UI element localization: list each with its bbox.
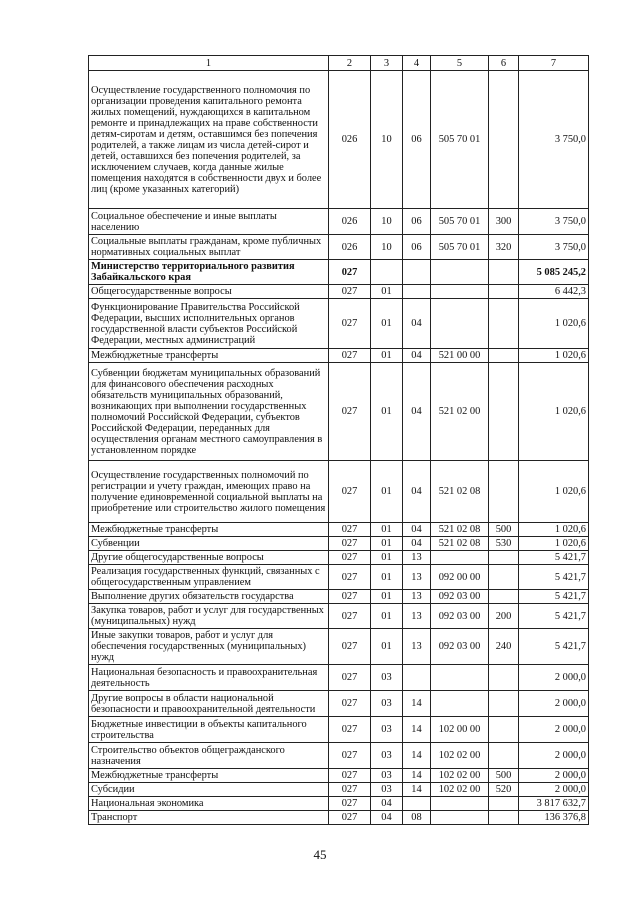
code-cell: 027 <box>329 590 371 604</box>
expense-type-cell <box>489 299 519 349</box>
row-name-cell: Строительство объектов общегражданского назначения <box>89 743 329 769</box>
code-cell: 027 <box>329 717 371 743</box>
target-article-cell: 102 02 00 <box>431 783 489 797</box>
amount-cell: 3 750,0 <box>519 235 589 260</box>
subsection-cell <box>403 797 431 811</box>
target-article-cell: 102 02 00 <box>431 743 489 769</box>
target-article-cell <box>431 811 489 825</box>
row-name-cell: Национальная экономика <box>89 797 329 811</box>
table-row <box>89 260 589 285</box>
section-cell <box>371 260 403 285</box>
row-name-cell: Осуществление государственных полномочий по регистрации и учету граждан, имеющих право на получение единовременной социальной выплаты на приобретение или строительство жилого помещения <box>89 461 329 523</box>
amount-cell: 5 421,7 <box>519 590 589 604</box>
amount-cell: 5 421,7 <box>519 551 589 565</box>
section-cell: 03 <box>371 665 403 691</box>
expense-type-cell: 240 <box>489 629 519 665</box>
target-article-cell: 092 03 00 <box>431 629 489 665</box>
target-article-cell: 521 02 08 <box>431 537 489 551</box>
table-row <box>89 537 589 551</box>
section-cell: 01 <box>371 349 403 363</box>
subsection-cell: 14 <box>403 769 431 783</box>
header-row <box>89 56 589 71</box>
expense-type-cell: 200 <box>489 604 519 629</box>
table-row <box>89 691 589 717</box>
table-row <box>89 743 589 769</box>
expense-type-cell <box>489 691 519 717</box>
header-cell: 4 <box>403 56 431 71</box>
row-name-cell: Бюджетные инвестиции в объекты капитального строительства <box>89 717 329 743</box>
row-name-cell: Субвенции бюджетам муниципальных образований для финансового обеспечения расходных обязательств муниципальных образований, возникающих при выполнении государственных полномочий Российской Федерации, субъектов Российской Федерации, переданных для осуществления органам местного самоуправления в установленном порядке <box>89 363 329 461</box>
code-cell: 027 <box>329 811 371 825</box>
expense-type-cell <box>489 363 519 461</box>
expense-type-cell: 320 <box>489 235 519 260</box>
section-cell: 03 <box>371 743 403 769</box>
expense-type-cell <box>489 349 519 363</box>
code-cell: 027 <box>329 349 371 363</box>
code-cell: 027 <box>329 285 371 299</box>
expense-type-cell <box>489 811 519 825</box>
amount-cell: 1 020,6 <box>519 363 589 461</box>
page-number: 45 <box>313 847 327 862</box>
subsection-cell: 06 <box>403 209 431 235</box>
subsection-cell: 13 <box>403 590 431 604</box>
table-row <box>89 590 589 604</box>
subsection-cell: 13 <box>403 565 431 590</box>
table-row <box>89 565 589 590</box>
subsection-cell <box>403 260 431 285</box>
header-cell: 6 <box>489 56 519 71</box>
row-name-cell: Национальная безопасность и правоохранительная деятельность <box>89 665 329 691</box>
expense-type-cell <box>489 285 519 299</box>
row-name-cell: Другие вопросы в области национальной безопасности и правоохранительной деятельности <box>89 691 329 717</box>
subsection-cell: 04 <box>403 537 431 551</box>
code-cell: 027 <box>329 691 371 717</box>
code-cell: 026 <box>329 71 371 209</box>
target-article-cell <box>431 260 489 285</box>
amount-cell: 5 421,7 <box>519 565 589 590</box>
section-cell: 01 <box>371 461 403 523</box>
amount-cell: 6 442,3 <box>519 285 589 299</box>
table-row <box>89 523 589 537</box>
expense-type-cell <box>489 717 519 743</box>
code-cell: 027 <box>329 363 371 461</box>
section-cell: 10 <box>371 235 403 260</box>
amount-cell: 3 817 632,7 <box>519 797 589 811</box>
section-cell: 01 <box>371 299 403 349</box>
target-article-cell <box>431 691 489 717</box>
row-name-cell: Общегосударственные вопросы <box>89 285 329 299</box>
amount-cell: 136 376,8 <box>519 811 589 825</box>
row-name-cell: Другие общегосударственные вопросы <box>89 551 329 565</box>
expense-type-cell: 520 <box>489 783 519 797</box>
table-row <box>89 665 589 691</box>
expense-type-cell: 500 <box>489 523 519 537</box>
target-article-cell <box>431 285 489 299</box>
table-row <box>89 811 589 825</box>
row-name-cell: Реализация государственных функций, связанных с общегосударственным управлением <box>89 565 329 590</box>
section-cell: 10 <box>371 71 403 209</box>
section-cell: 01 <box>371 537 403 551</box>
row-name-cell: Осуществление государственного полномочия по организации проведения капитального ремонта жилых помещений, нуждающихся в капитальном ремонте и принадлежащих на праве собственности детям-сиротам и детям, оставшимся без попечения родителей, а также лицам из числа детей-сирот и детей, оставшихся без попечения родителей, за исключением случаев, когда данные жилые помещения находятся в собственности двух и более лиц (кроме указанных категорий) <box>89 71 329 209</box>
subsection-cell <box>403 665 431 691</box>
section-cell: 01 <box>371 363 403 461</box>
target-article-cell: 102 00 00 <box>431 717 489 743</box>
table-row <box>89 461 589 523</box>
section-cell: 03 <box>371 783 403 797</box>
subsection-cell <box>403 285 431 299</box>
expense-type-cell <box>489 590 519 604</box>
header-cell: 3 <box>371 56 403 71</box>
expense-type-cell <box>489 565 519 590</box>
code-cell: 026 <box>329 209 371 235</box>
section-cell: 01 <box>371 604 403 629</box>
code-cell: 027 <box>329 565 371 590</box>
expense-type-cell: 530 <box>489 537 519 551</box>
target-article-cell: 505 70 01 <box>431 209 489 235</box>
section-cell: 10 <box>371 209 403 235</box>
expense-type-cell <box>489 71 519 209</box>
amount-cell: 2 000,0 <box>519 783 589 797</box>
section-cell: 01 <box>371 565 403 590</box>
table-row <box>89 783 589 797</box>
table-row <box>89 551 589 565</box>
subsection-cell: 06 <box>403 71 431 209</box>
target-article-cell <box>431 551 489 565</box>
table-row <box>89 285 589 299</box>
section-cell: 03 <box>371 769 403 783</box>
code-cell: 027 <box>329 461 371 523</box>
table-row <box>89 235 589 260</box>
target-article-cell: 092 03 00 <box>431 590 489 604</box>
section-cell: 04 <box>371 811 403 825</box>
code-cell: 027 <box>329 260 371 285</box>
section-cell: 01 <box>371 285 403 299</box>
subsection-cell: 06 <box>403 235 431 260</box>
target-article-cell: 092 00 00 <box>431 565 489 590</box>
section-cell: 01 <box>371 590 403 604</box>
amount-cell: 1 020,6 <box>519 461 589 523</box>
code-cell: 027 <box>329 629 371 665</box>
amount-cell: 2 000,0 <box>519 769 589 783</box>
expense-type-cell <box>489 461 519 523</box>
subsection-cell: 13 <box>403 629 431 665</box>
header-cell: 5 <box>431 56 489 71</box>
table-row <box>89 349 589 363</box>
amount-cell: 2 000,0 <box>519 717 589 743</box>
target-article-cell: 521 02 08 <box>431 523 489 537</box>
subsection-cell: 13 <box>403 604 431 629</box>
subsection-cell: 04 <box>403 299 431 349</box>
row-name-cell: Министерство территориального развития Забайкальского края <box>89 260 329 285</box>
table-row <box>89 604 589 629</box>
row-name-cell: Транспорт <box>89 811 329 825</box>
amount-cell: 2 000,0 <box>519 743 589 769</box>
budget-table <box>88 55 589 825</box>
expense-type-cell <box>489 665 519 691</box>
target-article-cell: 521 02 00 <box>431 363 489 461</box>
code-cell: 027 <box>329 551 371 565</box>
row-name-cell: Межбюджетные трансферты <box>89 523 329 537</box>
subsection-cell: 13 <box>403 551 431 565</box>
subsection-cell: 08 <box>403 811 431 825</box>
subsection-cell: 04 <box>403 523 431 537</box>
target-article-cell <box>431 299 489 349</box>
table-row <box>89 299 589 349</box>
section-cell: 04 <box>371 797 403 811</box>
expense-type-cell: 500 <box>489 769 519 783</box>
table-row <box>89 71 589 209</box>
row-name-cell: Иные закупки товаров, работ и услуг для обеспечения государственных (муниципальных) нужд <box>89 629 329 665</box>
header-cell: 7 <box>519 56 589 71</box>
header-cell: 1 <box>89 56 329 71</box>
section-cell: 03 <box>371 691 403 717</box>
table-row <box>89 209 589 235</box>
subsection-cell: 14 <box>403 783 431 797</box>
target-article-cell: 092 03 00 <box>431 604 489 629</box>
row-name-cell: Межбюджетные трансферты <box>89 349 329 363</box>
code-cell: 026 <box>329 235 371 260</box>
amount-cell: 5 085 245,2 <box>519 260 589 285</box>
expense-type-cell <box>489 260 519 285</box>
row-name-cell: Субсидии <box>89 783 329 797</box>
code-cell: 027 <box>329 769 371 783</box>
subsection-cell: 14 <box>403 743 431 769</box>
target-article-cell: 102 02 00 <box>431 769 489 783</box>
code-cell: 027 <box>329 523 371 537</box>
subsection-cell: 04 <box>403 461 431 523</box>
table-body <box>89 71 589 825</box>
header-cell: 2 <box>329 56 371 71</box>
amount-cell: 3 750,0 <box>519 71 589 209</box>
row-name-cell: Субвенции <box>89 537 329 551</box>
amount-cell: 1 020,6 <box>519 349 589 363</box>
expense-type-cell <box>489 551 519 565</box>
target-article-cell: 521 02 08 <box>431 461 489 523</box>
target-article-cell <box>431 665 489 691</box>
expense-type-cell <box>489 743 519 769</box>
amount-cell: 1 020,6 <box>519 299 589 349</box>
section-cell: 01 <box>371 523 403 537</box>
row-name-cell: Закупка товаров, работ и услуг для государственных (муниципальных) нужд <box>89 604 329 629</box>
row-name-cell: Выполнение других обязательств государства <box>89 590 329 604</box>
code-cell: 027 <box>329 783 371 797</box>
table-row <box>89 717 589 743</box>
amount-cell: 5 421,7 <box>519 604 589 629</box>
amount-cell: 3 750,0 <box>519 209 589 235</box>
subsection-cell: 14 <box>403 717 431 743</box>
row-name-cell: Социальные выплаты гражданам, кроме публичных нормативных социальных выплат <box>89 235 329 260</box>
code-cell: 027 <box>329 537 371 551</box>
amount-cell: 5 421,7 <box>519 629 589 665</box>
row-name-cell: Функционирование Правительства Российской Федерации, высших исполнительных органов государственной власти субъектов Российской Федерации, местных администраций <box>89 299 329 349</box>
row-name-cell: Социальное обеспечение и иные выплаты населению <box>89 209 329 235</box>
target-article-cell: 505 70 01 <box>431 235 489 260</box>
target-article-cell <box>431 797 489 811</box>
table-row <box>89 797 589 811</box>
subsection-cell: 04 <box>403 349 431 363</box>
expense-type-cell <box>489 797 519 811</box>
code-cell: 027 <box>329 797 371 811</box>
target-article-cell: 521 00 00 <box>431 349 489 363</box>
amount-cell: 1 020,6 <box>519 523 589 537</box>
table-row <box>89 769 589 783</box>
expense-type-cell: 300 <box>489 209 519 235</box>
amount-cell: 2 000,0 <box>519 665 589 691</box>
table-row <box>89 629 589 665</box>
code-cell: 027 <box>329 665 371 691</box>
section-cell: 01 <box>371 551 403 565</box>
subsection-cell: 04 <box>403 363 431 461</box>
row-name-cell: Межбюджетные трансферты <box>89 769 329 783</box>
section-cell: 03 <box>371 717 403 743</box>
code-cell: 027 <box>329 743 371 769</box>
code-cell: 027 <box>329 299 371 349</box>
code-cell: 027 <box>329 604 371 629</box>
target-article-cell: 505 70 01 <box>431 71 489 209</box>
amount-cell: 2 000,0 <box>519 691 589 717</box>
subsection-cell: 14 <box>403 691 431 717</box>
section-cell: 01 <box>371 629 403 665</box>
amount-cell: 1 020,6 <box>519 537 589 551</box>
table-row <box>89 363 589 461</box>
